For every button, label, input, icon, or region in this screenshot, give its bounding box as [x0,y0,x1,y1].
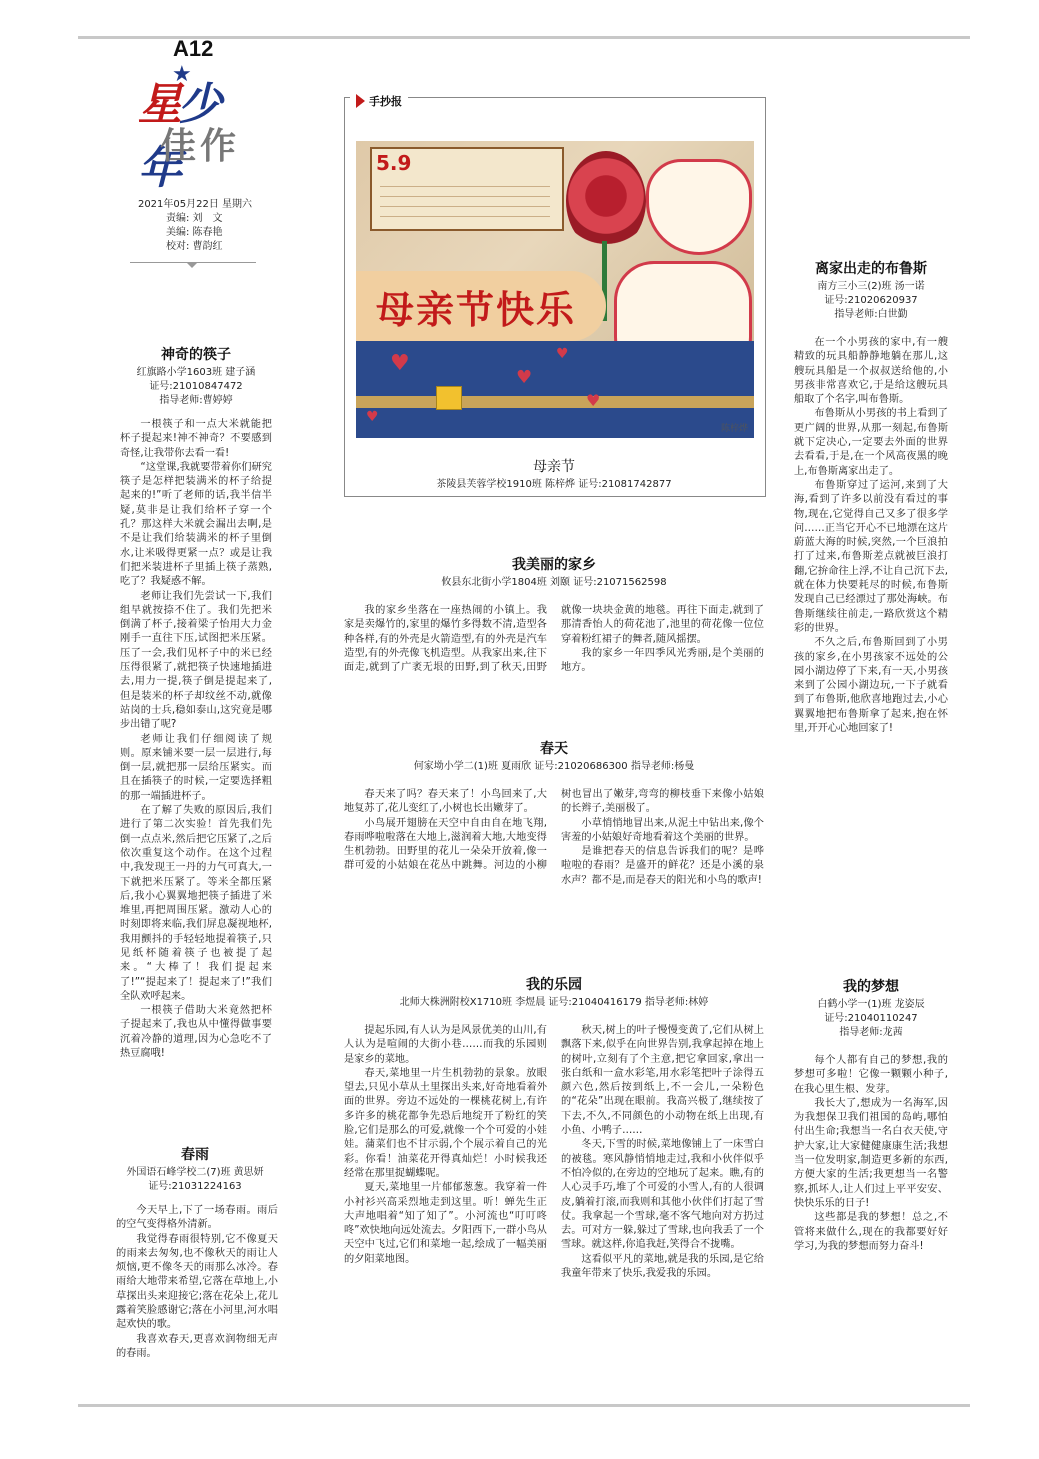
article-spring [344,738,764,888]
credit-designer: 美编: 陈春艳 [166,227,223,238]
article-body: 提起乐园,有人认为是风景优美的山川,有人认为是喧闹的大街小巷……而我的乐园则是家乡的菜地。 春天,菜地里一片生机勃勃的景象。放眼望去,只见小草从土里探出头来,好奇地看着外面的世界。旁边不远处的一棵桃花树上,有许多许多的桃花都争先恐后地绽开了粉红的笑脸,它们是那么的可爱,就像一个个可爱的小娃娃。蒲菜们也不甘示弱,个个展示着自己的光彩。你看！油菜花开得真灿烂！小时候我还经常在那里捉蝴蝶呢。 夏天,菜地里一片郁郁葱葱。我穿着一件小衬衫兴高采烈地走到这里。听！蝉先生正大声地唱着“知了知了”。小河流也“叮叮咚咚”欢快地向远处流去。夕阳西下,一群小鸟从天空中飞过,它们和菜地一起,绘成了一幅美丽的夕阳菜地图。 秋天,树上的叶子慢慢变黄了,它们从树上飘落下来,似乎在向世界告别,我拿起掉在地上的树叶,立刻有了个主意,把它拿回家,拿出一张白纸和一盒水彩笔,用水彩笔把叶子涂得五颜六色,然后按到纸上,不一会儿,一朵粉色的“花朵”出现在眼前。我高兴极了,继续按了下去,不久,不同颜色的小动物在纸上出现,有小鱼、小鸭子…… 冬天,下雪的时候,菜地像铺上了一床雪白的被毯。寒风静悄悄地走过,我和小伙伴似乎不怕冷似的,在旁边的空地玩了起来。瞧,有的人心灵手巧,堆了个可爱的小雪人,有的人很调皮,躺着打滚,而我则和其他小伙伴们打起了雪仗。我拿起一个雪球,毫不客气地向对方扔过去。可对方一躲,躲过了雪球,也向我丢了一个雪球。就这样,你追我赶,笑得合不拢嘴。 这看似平凡的菜地,就是我的乐园,是它给我童年带来了快乐,我爱我的乐园。 [344,1025,764,1280]
article-body: 每个人都有自己的梦想,我的梦想可多啦！它像一颗颗小种子,在我心里生根、发芽。 我长大了,想成为一名海军,因为我想保卫我们祖国的岛屿,哪怕付出生命;我想当一名白衣天使,守护大家,让大家健健康康生活;我想当一位发明家,制造更多新的东西,方便大家的生活;我更想当一名警察,抓坏人,让人们过上平平安安、快快乐乐的日子! 这些都是我的梦想！总之,不管将来做什么,现在的我都要好好学习,为我的梦想而努力奋斗! [794,1055,948,1252]
article-byline: 北师大株洲附校X1710班 李煜晨 证号:21040416179 指导老师:林婷 [399,997,709,1008]
heart-icon: ♥ [366,409,379,425]
gift-icon [436,386,462,410]
article-title: 我的乐园 [526,977,582,993]
article-byline: 何家坳小学二(1)班 夏雨欣 证号:21020686300 指导老师:杨曼 [413,761,695,772]
credit-proofreader: 校对: 曹韵红 [166,241,223,252]
rose-icon [566,151,646,251]
article-title: 春天 [540,741,568,757]
heart-note-1 [646,159,752,255]
feature-byline: 茶陵县芙蓉学校1910班 陈梓烨 证号:21081742877 [436,479,672,490]
article-dream [794,976,948,1254]
poster-signature: 陈梓烨 [720,424,748,434]
section-name: 佳作 [160,125,241,167]
article-byline: 红旗路小学1603班 建子涵 证号:21010847472 指导老师:曹婷婷 [136,367,256,406]
poster-date: 5.9 [376,151,412,175]
article-title: 我美丽的家乡 [512,557,596,573]
article-paradise [344,974,764,1281]
meta-divider-arrow [186,262,198,268]
feature-title: 母亲节 [533,459,575,475]
section-logo [136,62,256,194]
article-title: 离家出走的布鲁斯 [815,261,927,277]
tag-arrow-icon [356,94,365,108]
page-number: A12 [173,36,214,61]
feature-tag: 手抄报 [350,92,408,110]
heart-icon: ♥ [390,351,410,376]
issue-meta [120,198,270,254]
logo-wordmark: 星少年 [138,79,218,194]
poster-note-board [370,147,564,231]
article-byline: 白鹤小学一(1)班 龙姿辰 证号:21040110247 指导老师:龙茜 [817,999,925,1038]
article-body: 我的家乡坐落在一座热闹的小镇上。我家是卖爆竹的,家里的爆竹多得数不清,造型各种各样,有的外壳是火箭造型,有的外壳是汽车造型,有的外壳像飞机造型。从我家出来,往下面走,就到了广袤无垠的田野,到了秋天,田野就像一块块金黄的地毯。再往下面走,就到了那清香怡人的荷花池了,池里的荷花像一位位穿着粉红裙子的舞者,随风摇摆。 我的家乡一年四季风光秀丽,是个美丽的地方。 [344,605,764,674]
heart-icon: ♥ [516,367,533,388]
article-byline: 南方三小三(2)班 汤一诺 证号:21020620937 指导老师:白世勤 [817,281,925,320]
article-title: 我的梦想 [843,979,899,995]
article-body: 春天来了吗？春天来了！小鸟回来了,大地复苏了,花儿变红了,小树也长出嫩芽了。 小鸟展开翅膀在天空中自由自在地飞翔,春雨哗啦啦落在大地上,滋润着大地,大地变得生机勃勃。田野里的花儿一朵朵开放着,像一群可爱的小姑娘在花丛中跳舞。河边的小柳树也冒出了嫩芽,弯弯的柳枝垂下来像小姑娘的长辫子,美丽极了。 小草悄悄地冒出来,从泥土中钻出来,像个害羞的小姑娘好奇地看着这个美丽的世界。 是谁把春天的信息告诉我们的呢？是哗啦啦的春雨？是盛开的鲜花？还是小溪的泉水声？都不是,而是春天的阳光和小鸟的歌声! [344,789,764,886]
heart-icon: ♥ [556,346,569,362]
poster-banner-text: 母亲节快乐 [376,287,577,332]
article-bruce [794,258,948,736]
article-hometown [344,554,764,675]
heart-icon: ♥ [586,391,601,410]
article-byline: 外国语石峰学校二(7)班 黄思妍 证号:21031224163 [126,1167,264,1192]
article-title: 春雨 [181,1147,209,1163]
article-body: 今天早上,下了一场春雨。雨后的空气变得格外清新。 我觉得春雨很特别,它不像夏天的雨来去匆匆,也不像秋天的雨让人烦恼,更不像冬天的雨那么冰冷。春雨给大地带来希望,它落在草地上,小草探出头来迎接它;落在花朵上,花儿露着笑脸感谢它;落在小河里,河水唱起欢快的歌。 我喜欢春天,更喜欢润物细无声的春雨。 [116,1205,278,1359]
bottom-rule [78,1404,970,1407]
article-spring-rain [112,1144,278,1361]
article-chopsticks [120,344,272,1061]
article-byline: 攸县东北街小学1804班 刘颐 证号:21071562598 [441,577,667,588]
article-title: 神奇的筷子 [161,347,231,363]
handwritten-poster-image [356,141,754,438]
star-icon: ★ [172,62,192,87]
article-body: 在一个小男孩的家中,有一艘精致的玩具船静静地躺在那儿,这艘玩具船是一个叔叔送给他的,小男孩非常喜欢它,于是给这艘玩具船取了个名字,叫布鲁斯。 布鲁斯从小男孩的书上看到了更广阔的世界,从那一刻起,布鲁斯就下定决心,一定要去外面的世界去看看,于是,在一个风高夜黑的晚上,布鲁斯离家出走了。 布鲁斯穿过了运河,来到了大海,看到了许多以前没有看过的事物,现在,它觉得自己又多了很多学问……正当它开心不已地漂在这片蔚蓝大海的时候,突然,一个巨浪拍打了过来,布鲁斯差点就被巨浪打翻,它拚命往上浮,不让自己沉下去,就在体力快要耗尽的时候,布鲁斯发现自己已经漂过了那处海峡。布鲁斯继续往前走,一路欣赏这个精彩的世界。 不久之后,布鲁斯回到了小男孩的家乡,在小男孩家不远处的公园小湖边停了下来,有一天,小男孩来到了公园小湖边玩,一下子就看到了布鲁斯,他欣喜地跑过去,小心翼翼地把布鲁斯拿了起来,抱在怀里,开开心心地回家了! [794,337,948,735]
issue-date: 2021年05月22日 星期六 [137,199,253,210]
article-body: 一根筷子和一点大米就能把杯子提起来!神不神奇？不要感到奇怪,让我带你去看一看! “这堂课,我就要带着你们研究筷子是怎样把装满米的杯子给提起来的!”听了老师的话,我半信半疑,莫非是让我们给杯子穿一个孔？那这样大米就会漏出去啊,是不是让我们给装满米的杯子里倒水,让米吸得更紧一点？或是让我们把米装进杯子里插上筷子蒸熟,吃了？我疑惑不解。 老师让我们先尝试一下,我们组早就按捺不住了。我们先把米倒满了杯子,接着梁子怡用大力金刚手一直往下压,试图把米压紧。压了一会,我们见杯子中的米已经压得很紧了,就把筷子快速地插进去,用力一提,筷子倒是提起来了,但是装米的杯子却纹丝不动,就像站岗的士兵,稳如泰山,这究竟是哪步出错了呢? 老师让我们仔细阅读了规则。原来铺米要一层一层进行,每倒一层,就把那一层给压紧实。而且在插筷子的时候,一定要选择粗的那一端插进杯子。 在了解了失败的原因后,我们进行了第二次实验！首先我们先倒一点点米,然后把它压紧了,之后依次重复这个动作。在这个过程中,我发现王一丹的力气可真大,一下就把米压紧了。等米全都压紧后,我小心翼翼地把筷子插进了米堆里,再把周围压紧。激动人心的时刻即将来临,我们屏息凝视地杯,我用颤抖的手轻轻地提着筷子,只见纸杯随着筷子也被提了起来。“大棒了！我们提起来了!”“提起来了！提起来了!”我们全队欢呼起来。 一根筷子借助大米竟然把杯子提起来了,我也从中懂得做事要沉着冷静的道理,因为心急吃不了热豆腐哦! [120,419,272,1060]
credit-editor: 责编: 刘 文 [166,213,223,224]
